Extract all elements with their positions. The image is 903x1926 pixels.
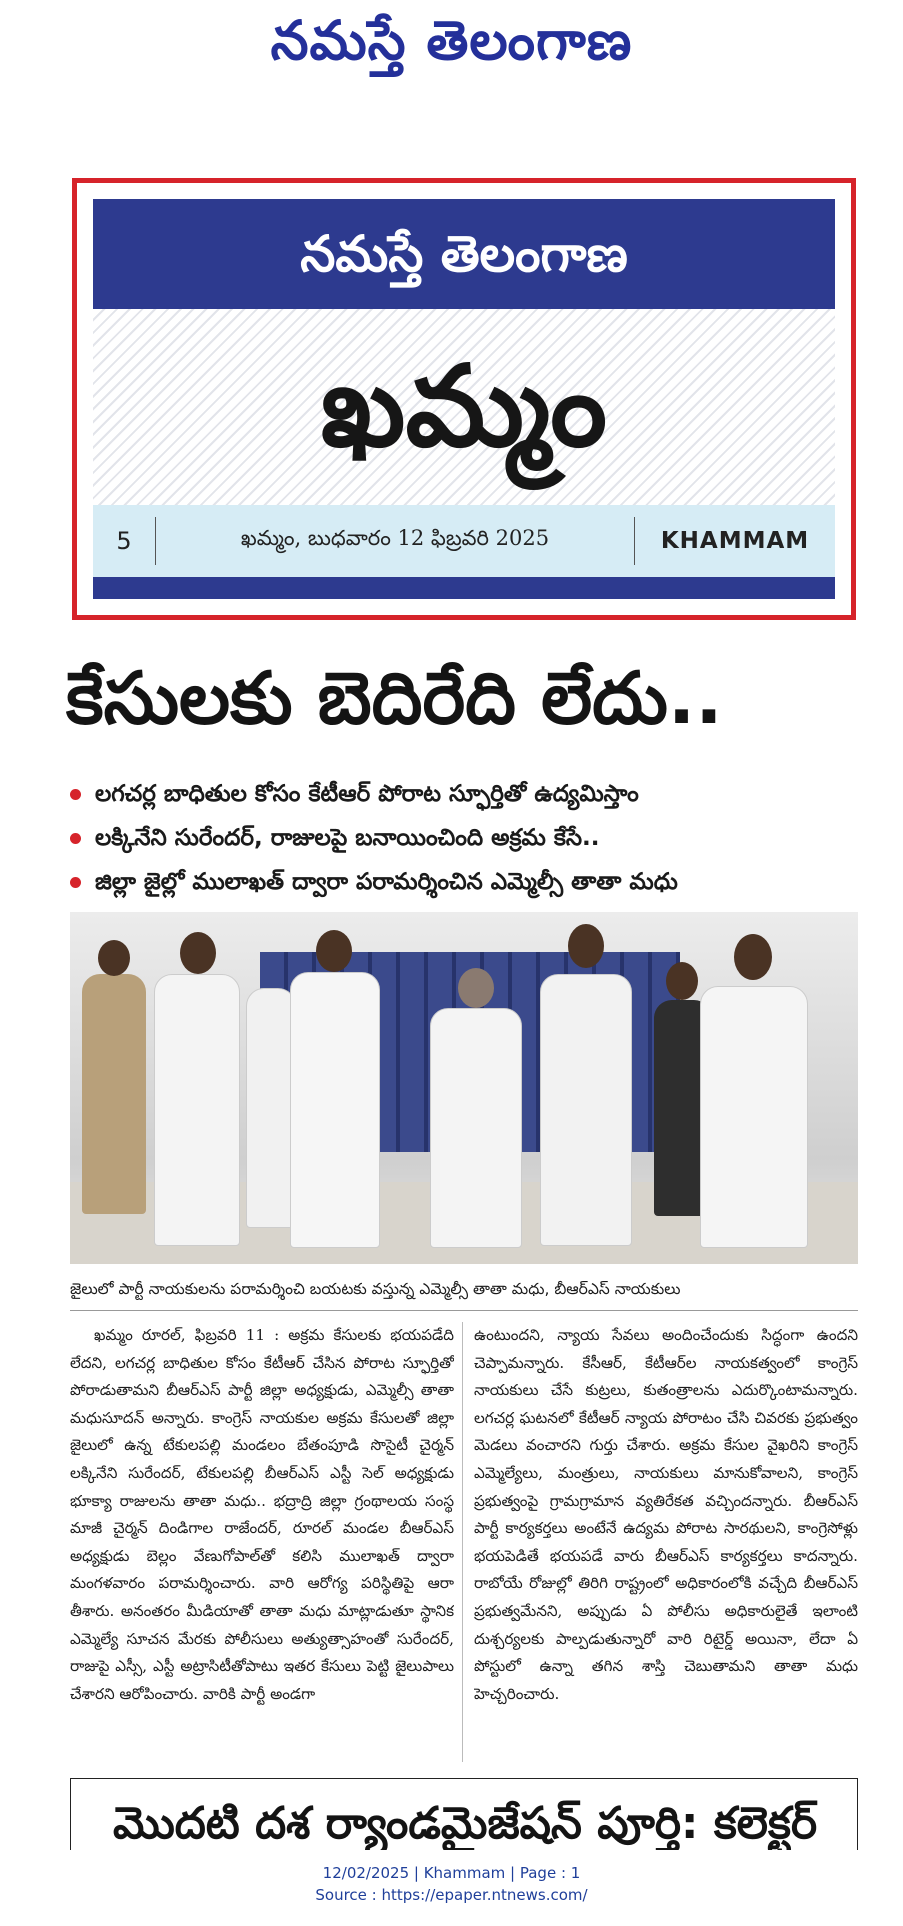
photo-person <box>82 974 146 1214</box>
teaser-headline: మొదటి దశ ర్యాండమైజేషన్ పూర్తి: కలెక్టర్ <box>112 1798 818 1849</box>
article-headline: కేసులకు బెదిరేది లేదు.. <box>66 656 723 740</box>
article-photo <box>70 912 858 1264</box>
photo-person <box>246 988 296 1228</box>
photo-person-head <box>568 924 604 968</box>
masthead-city-telugu: ఖమ్మం <box>320 342 608 472</box>
masthead-title: నమస్తే తెలంగాణ <box>93 199 835 309</box>
bullet-text: జిల్లా జైల్లో ములాఖత్ ద్వారా పరామర్శించిన ఎమ్మెల్సీ తాతా మధు <box>95 869 678 895</box>
article-body-right: ఉంటుందని, న్యాయ సేవలు అందించేందుకు సిద్ధంగా ఉందని చెప్పామన్నారు. కేసీఆర్, కేటీఆర్‌ల నాయకత్వంలో కాంగ్రెస్ నాయకులు చేసే కుట్రలు, కుతంత్రాలను ఎదుర్కొంటామన్నారు. లగచర్ల ఘటనలో కేటీఆర్ న్యాయ పోరాటం చేసి చివరకు ప్రభుత్వం మెడలు వంచారని గుర్తు చేశారు. అక్రమ కేసుల వైఖరిని కాంగ్రెస్ ఎమ్మెల్యేలు, మంత్రులు, నాయకులు మానుకోవాలని, కాంగ్రెస్ ప్రభుత్వంపై గ్రామగ్రామాన వ్యతిరేకత వచ్చిందన్నారు. బీఆర్ఎస్ పార్టీ కార్యకర్తలు అంటేనే ఉద్యమ పోరాట సారథులని, కాంగ్రెసోళ్లు భయపెడితే భయపడే వారు బీఆర్ఎస్ కార్యకర్తలు కాదన్నారు. రాబోయే రోజుల్లో తిరిగి రాష్ట్రంలో అధికారంలోకి వచ్చేది బీఆర్ఎస్ ప్రభుత్వమేనని, అప్పుడు ఏ పోలీసు అధికారులైతే ఇలాంటి దుశ్చర్యలకు పాల్పడుతున్నారో వారి రిటైర్డ్ అయినా, లేదా ఏ పోస్టులో ఉన్నా తగిన శాస్తి చెబుతామని తాతా మధు హెచ్చరించారు. <box>474 1326 858 1703</box>
bullet-dot-icon <box>70 877 81 888</box>
bullet-item <box>70 772 860 816</box>
photo-person-head <box>458 968 494 1008</box>
page-masthead <box>72 178 856 620</box>
footer-date-page: 12/02/2025 | Khammam | Page : 1 <box>322 1864 581 1882</box>
bullet-text: లగచర్ల బాధితుల కోసం కేటీఆర్ పోరాట స్ఫూర్తితో ఉద్యమిస్తాం <box>95 781 639 807</box>
masthead-city-english: KHAMMAM <box>660 528 810 554</box>
photo-person-head <box>316 930 352 972</box>
bullet-dot-icon <box>70 833 81 844</box>
caption-divider <box>70 1310 858 1311</box>
page-footer <box>0 1862 903 1906</box>
bullet-text: లక్కినేని సురేందర్, రాజులపై బనాయించింది అక్రమ కేసే.. <box>95 825 600 851</box>
photo-person-head <box>734 934 772 980</box>
photo-person-head <box>666 962 698 1000</box>
photo-person-head <box>98 940 130 976</box>
bullet-item <box>70 860 860 904</box>
article-body-left: ఖమ్మం రూరల్, ఫిబ్రవరి 11 : అక్రమ కేసులకు భయపడేది లేదని, లగచర్ల బాధితుల కోసం కేటీఆర్ చేసిన పోరాట స్ఫూర్తితో పోరాడుతామని బీఆర్ఎస్ పార్టీ జిల్లా అధ్యక్షుడు, ఎమ్మెల్సీ తాతా మధుసూదన్ అన్నారు. కాంగ్రెస్ నాయకుల అక్రమ కేసులతో జిల్లా జైలులో ఉన్న టేకులపల్లి మండలం బేతంపూడి సొసైటీ చైర్మన్ లక్కినేని సురేందర్, టేకులపల్లి బీఆర్ఎస్ ఎస్టీ సెల్ అధ్యక్షుడు భూక్యా రాజులను తాతా మధు.. భద్రాద్రి జిల్లా గ్రంథాలయ సంస్థ మాజీ చైర్మన్ దిండిగాల రాజేందర్, రూరల్ మండల బీఆర్ఎస్ అధ్యక్షుడు బెల్లం వేణుగోపాల్‌తో కలిసి ములాఖత్ ద్వారా మంగళవారం పరామర్శించారు. వారి ఆరోగ్య పరిస్థితిపై ఆరా తీశారు. అనంతరం మీడియాతో తాతా మధు మాట్లాడుతూ స్థానిక ఎమ్మెల్యే సూచన మేరకు పోలీసులు అత్యుత్సాహంతో సురేందర్, రాజుపై ఎస్సీ, ఎస్టీ అట్రాసిటీతోపాటు ఇతర కేసులు పెట్టి జైలుపాలు చేశారని ఆరోపించారు. వారికి పార్టీ అండగా <box>70 1326 454 1703</box>
article-bullets <box>70 772 860 904</box>
photo-person <box>154 974 240 1246</box>
brand-logo: నమస్తే తెలంగాణ <box>270 9 633 72</box>
page-number: 5 <box>116 527 132 555</box>
photo-person <box>700 986 808 1248</box>
masthead-info-bar <box>93 505 835 577</box>
bullet-dot-icon <box>70 789 81 800</box>
photo-person <box>540 974 632 1246</box>
column-divider <box>462 1322 463 1762</box>
masthead-bottom-band <box>93 577 835 599</box>
bullet-item <box>70 816 860 860</box>
photo-person <box>290 972 380 1248</box>
photo-caption: జైలులో పార్టీ నాయకులను పరామర్శించి బయటకు వస్తున్న ఎమ్మెల్సీ తాతా మధు, బీఆర్ఎస్ నాయకులు <box>70 1280 681 1298</box>
dateline: ఖమ్మం, బుధవారం 12 ఫిబ్రవరి 2025 <box>240 526 550 550</box>
footer-source-link[interactable]: Source : https://epaper.ntnews.com/ <box>315 1886 588 1904</box>
next-article-teaser <box>70 1778 858 1850</box>
photo-person-head <box>180 932 216 974</box>
photo-person <box>430 1008 522 1248</box>
